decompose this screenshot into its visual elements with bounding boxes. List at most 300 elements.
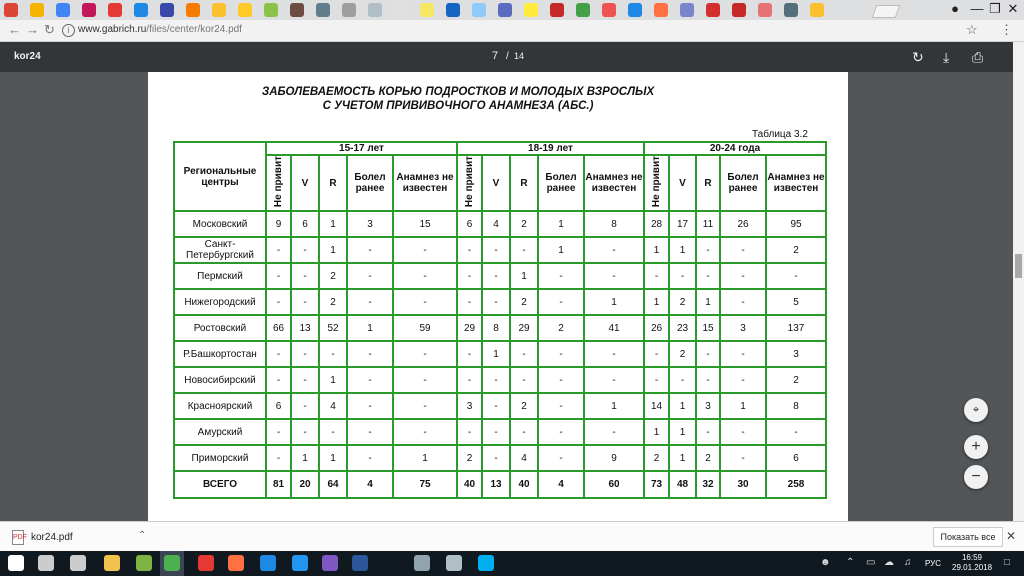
value-cell: - [347, 289, 393, 315]
title-line-2: С УЧЕТОМ ПРИВИВОЧНОГО АНАМНЕЗА (АБС.) [322, 100, 594, 112]
sub-header-text: Анамнез не известен [767, 172, 825, 195]
value-cell: - [393, 289, 457, 315]
value-cell: - [291, 289, 319, 315]
value-cell: 8 [482, 315, 510, 341]
value-cell: 3 [457, 393, 482, 419]
value-cell: - [266, 237, 291, 263]
value-cell: - [291, 263, 319, 289]
table-row [174, 341, 826, 367]
sub-header [319, 155, 347, 211]
total-cell: 64 [319, 471, 347, 498]
value-cell: - [720, 445, 766, 471]
show-all-button[interactable]: Показать все [933, 527, 1003, 547]
page-number-input[interactable]: 7 [492, 50, 499, 62]
value-cell: 1 [319, 211, 347, 237]
value-cell: - [393, 367, 457, 393]
value-cell: 59 [393, 315, 457, 341]
tab-favicon[interactable] [628, 3, 642, 17]
value-cell: - [538, 367, 584, 393]
minimize-button[interactable]: — [970, 1, 984, 16]
total-cell: 4 [538, 471, 584, 498]
total-cell: 30 [720, 471, 766, 498]
value-cell: - [319, 419, 347, 445]
tab-favicon[interactable] [30, 3, 44, 17]
value-cell: 6 [457, 211, 482, 237]
maximize-button[interactable]: ❐ [989, 1, 1001, 16]
value-cell: 4 [482, 211, 510, 237]
taskbar [0, 551, 1024, 576]
value-cell: - [720, 419, 766, 445]
tab-favicon[interactable] [238, 3, 252, 17]
sub-header-text: Анамнез не известен [396, 172, 454, 195]
value-cell: - [266, 367, 291, 393]
total-cell: 258 [766, 471, 826, 498]
value-cell: - [457, 367, 482, 393]
rotate-icon[interactable]: ↻ [912, 49, 924, 65]
title-line-1: ЗАБОЛЕВАЕМОСТЬ КОРЬЮ ПОДРОСТКОВ И МОЛОДЫХ ВЗРОСЛЫХ [261, 86, 655, 98]
edge-icon[interactable] [292, 555, 308, 571]
value-cell: - [457, 263, 482, 289]
chevron-up-icon[interactable]: ⌃ [846, 557, 855, 568]
value-cell: 2 [669, 289, 696, 315]
sub-header-text: Болел ранее [354, 172, 386, 195]
app-icon[interactable] [446, 555, 462, 571]
sub-header [510, 155, 538, 211]
firefox-icon[interactable] [228, 555, 244, 571]
value-cell: - [319, 341, 347, 367]
download-icon[interactable]: ⤓ [943, 49, 950, 65]
value-cell: 1 [720, 393, 766, 419]
network-icon[interactable]: ☁ [884, 557, 894, 568]
tab-favicon[interactable] [82, 3, 96, 17]
tab-favicon[interactable] [368, 3, 382, 17]
sub-header-text: R [329, 177, 337, 189]
tab-favicon[interactable] [680, 3, 694, 17]
value-cell: 6 [291, 211, 319, 237]
measles-table [173, 141, 827, 499]
sub-header [766, 155, 826, 211]
value-cell: 2 [538, 315, 584, 341]
value-cell: - [457, 341, 482, 367]
value-cell: - [347, 341, 393, 367]
total-cell: 32 [696, 471, 720, 498]
value-cell: 1 [482, 341, 510, 367]
close-window-button[interactable]: ✕ [1007, 1, 1019, 16]
value-cell: 15 [393, 211, 457, 237]
close-icon[interactable]: ✕ [1006, 529, 1017, 543]
value-cell: 52 [319, 315, 347, 341]
value-cell: 1 [347, 315, 393, 341]
value-cell: 28 [644, 211, 669, 237]
chevron-up-icon[interactable]: ⌃ [138, 530, 147, 541]
edge-icon[interactable] [260, 555, 276, 571]
bookmark-star-icon[interactable]: ☆ [966, 22, 978, 37]
value-cell: - [347, 419, 393, 445]
tab-favicon[interactable] [758, 3, 772, 17]
search-icon[interactable] [38, 555, 54, 571]
file-explorer-icon[interactable] [104, 555, 120, 571]
tab-favicon[interactable] [4, 3, 18, 17]
sub-header-text: R [520, 177, 528, 189]
value-cell: - [457, 237, 482, 263]
new-tab-button[interactable] [872, 5, 901, 18]
sub-header [644, 155, 669, 211]
value-cell: 3 [696, 393, 720, 419]
tab-favicon[interactable] [264, 3, 278, 17]
menu-icon[interactable]: ⋮ [1000, 22, 1013, 37]
value-cell: - [510, 419, 538, 445]
forward-icon[interactable]: → [26, 22, 39, 37]
value-cell: - [644, 263, 669, 289]
viber-icon[interactable] [322, 555, 338, 571]
value-cell: - [538, 263, 584, 289]
tab-favicon[interactable] [472, 3, 486, 17]
sub-header-text: R [704, 177, 712, 189]
value-cell: 29 [510, 315, 538, 341]
page-total: 14 [514, 51, 525, 61]
value-cell: 9 [584, 445, 644, 471]
address-bar [0, 20, 1024, 42]
tab-favicon[interactable] [394, 3, 408, 17]
value-cell: - [538, 445, 584, 471]
table-row [174, 367, 826, 393]
table-number: Таблица 3.2 [752, 129, 808, 140]
value-cell: - [482, 289, 510, 315]
value-cell: 6 [266, 393, 291, 419]
value-cell: 8 [766, 393, 826, 419]
region-cell: Р.Башкортостан [174, 341, 266, 367]
tab-favicon[interactable] [550, 3, 564, 17]
word-icon[interactable] [352, 555, 368, 571]
group-header-15-17: 15-17 лет [266, 142, 457, 155]
value-cell: 2 [319, 289, 347, 315]
sub-header-text: V [679, 177, 686, 189]
value-cell: - [584, 419, 644, 445]
pdf-viewer[interactable] [0, 72, 1013, 521]
group-header-20-24: 20-24 года [644, 142, 826, 155]
sub-header [347, 155, 393, 211]
value-cell: - [669, 263, 696, 289]
value-cell: - [393, 419, 457, 445]
tab-favicon[interactable] [212, 3, 226, 17]
value-cell: 1 [584, 393, 644, 419]
value-cell: 4 [510, 445, 538, 471]
value-cell: - [644, 341, 669, 367]
value-cell: - [291, 237, 319, 263]
value-cell: - [457, 419, 482, 445]
sub-header-text: Анамнез не известен [585, 172, 643, 195]
region-cell: Амурский [174, 419, 266, 445]
value-cell: - [584, 263, 644, 289]
tab-strip [0, 0, 1024, 20]
value-cell: - [291, 419, 319, 445]
fit-page-button[interactable]: ⌖ [964, 398, 988, 422]
value-cell: - [696, 237, 720, 263]
value-cell: - [482, 237, 510, 263]
value-cell: - [482, 367, 510, 393]
value-cell: - [347, 237, 393, 263]
value-cell: - [482, 263, 510, 289]
tab-favicon[interactable] [654, 3, 668, 17]
sub-header [669, 155, 696, 211]
pdf-file-icon: PDF [12, 530, 24, 545]
value-cell: 66 [266, 315, 291, 341]
value-cell: 6 [766, 445, 826, 471]
tab-favicon[interactable] [498, 3, 512, 17]
value-cell: 3 [720, 315, 766, 341]
downloads-bar [0, 521, 1024, 552]
value-cell: 2 [510, 393, 538, 419]
value-cell: 1 [644, 419, 669, 445]
info-icon[interactable]: i [62, 24, 75, 37]
region-header: Региональные центры [174, 142, 266, 211]
value-cell: 15 [696, 315, 720, 341]
tab-favicon[interactable] [784, 3, 798, 17]
table-row [174, 393, 826, 419]
language-indicator[interactable]: РУС [925, 559, 942, 568]
value-cell: 2 [669, 341, 696, 367]
total-cell: 60 [584, 471, 644, 498]
value-cell: 2 [766, 367, 826, 393]
value-cell: 1 [538, 237, 584, 263]
value-cell: 11 [696, 211, 720, 237]
value-cell: 1 [669, 445, 696, 471]
skype-icon[interactable] [478, 555, 494, 571]
value-cell: - [766, 419, 826, 445]
print-icon[interactable]: ⎙ [972, 49, 984, 65]
tab-favicon[interactable] [160, 3, 174, 17]
value-cell: - [720, 367, 766, 393]
user-icon[interactable]: ● [951, 1, 959, 16]
value-cell: - [696, 263, 720, 289]
sub-header-text: V [301, 177, 309, 189]
sub-header [457, 155, 482, 211]
tab-favicon[interactable] [108, 3, 122, 17]
value-cell: 2 [457, 445, 482, 471]
value-cell: 41 [584, 315, 644, 341]
value-cell: 8 [584, 211, 644, 237]
value-cell: 17 [669, 211, 696, 237]
value-cell: 3 [766, 341, 826, 367]
value-cell: - [644, 367, 669, 393]
value-cell: 23 [669, 315, 696, 341]
value-cell: 1 [644, 289, 669, 315]
total-label: ВСЕГО [174, 471, 266, 498]
value-cell: - [482, 445, 510, 471]
sub-header [393, 155, 457, 211]
clock-date: 29.01.2018 [952, 563, 993, 572]
value-cell: 4 [319, 393, 347, 419]
tab-favicon[interactable] [524, 3, 538, 17]
value-cell: - [696, 367, 720, 393]
region-cell: Приморский [174, 445, 266, 471]
value-cell: 29 [457, 315, 482, 341]
sub-header-text: Болел ранее [545, 172, 577, 195]
value-cell: 3 [347, 211, 393, 237]
value-cell: - [669, 367, 696, 393]
page-separator: / [506, 51, 509, 62]
total-cell: 81 [266, 471, 291, 498]
zoom-in-button[interactable]: + [964, 435, 988, 459]
sub-header [696, 155, 720, 211]
sub-header-text: Не привит [464, 156, 475, 208]
value-cell: - [720, 289, 766, 315]
value-cell: - [347, 263, 393, 289]
clock-time: 16:59 [961, 553, 983, 562]
tab-favicon[interactable] [290, 3, 304, 17]
value-cell: - [393, 341, 457, 367]
value-cell: - [482, 393, 510, 419]
scroll-thumb[interactable] [1015, 254, 1022, 278]
value-cell: - [393, 393, 457, 419]
zoom-out-button[interactable]: − [964, 465, 988, 489]
table-row [174, 289, 826, 315]
value-cell: 1 [319, 237, 347, 263]
pdf-file-title: kor24 [14, 51, 41, 62]
value-cell: 1 [319, 367, 347, 393]
total-cell: 40 [510, 471, 538, 498]
sub-header-text: Не привит [273, 156, 284, 208]
region-cell: Новосибирский [174, 367, 266, 393]
value-cell: - [538, 393, 584, 419]
url-field[interactable]: www.gabrich.ru/files/center/kor24.pdf [78, 24, 242, 35]
region-cell: Нижегородский [174, 289, 266, 315]
value-cell: 1 [510, 263, 538, 289]
total-cell: 4 [347, 471, 393, 498]
total-cell: 73 [644, 471, 669, 498]
tab-favicon[interactable] [732, 3, 746, 17]
value-cell: - [291, 341, 319, 367]
sub-header [266, 155, 291, 211]
total-row [174, 471, 826, 498]
value-cell: - [266, 341, 291, 367]
tab-favicon[interactable] [186, 3, 200, 17]
download-item[interactable]: kor24.pdf [31, 532, 73, 543]
value-cell: 95 [766, 211, 826, 237]
value-cell: - [510, 367, 538, 393]
value-cell: 1 [319, 445, 347, 471]
total-cell: 48 [669, 471, 696, 498]
app-icon[interactable] [136, 555, 152, 571]
value-cell: - [510, 341, 538, 367]
value-cell: 2 [510, 211, 538, 237]
clock[interactable] [952, 553, 992, 573]
value-cell: 1 [644, 237, 669, 263]
value-cell: - [766, 263, 826, 289]
value-cell: - [696, 341, 720, 367]
value-cell: 2 [696, 445, 720, 471]
value-cell: - [510, 237, 538, 263]
tab-favicon[interactable] [134, 3, 148, 17]
opera-icon[interactable] [198, 555, 214, 571]
value-cell: 2 [766, 237, 826, 263]
region-cell: Ростовский [174, 315, 266, 341]
windows-icon[interactable] [8, 555, 24, 571]
total-cell: 13 [482, 471, 510, 498]
pdf-toolbar [0, 42, 1024, 72]
person-icon[interactable]: ☻ [820, 557, 831, 568]
value-cell: 2 [510, 289, 538, 315]
pdf-page [148, 72, 848, 521]
value-cell: - [347, 393, 393, 419]
total-cell: 75 [393, 471, 457, 498]
value-cell: 26 [644, 315, 669, 341]
value-cell: - [538, 289, 584, 315]
sub-header [482, 155, 510, 211]
value-cell: 14 [644, 393, 669, 419]
value-cell: - [266, 263, 291, 289]
value-cell: 2 [319, 263, 347, 289]
value-cell: - [291, 393, 319, 419]
notifications-icon[interactable]: □ [1004, 557, 1011, 568]
value-cell: - [291, 367, 319, 393]
value-cell: - [457, 289, 482, 315]
tab-favicon[interactable] [56, 3, 70, 17]
calculator-icon[interactable] [414, 555, 430, 571]
sub-header [538, 155, 584, 211]
value-cell: 13 [291, 315, 319, 341]
value-cell: - [393, 263, 457, 289]
value-cell: - [393, 237, 457, 263]
tab-favicon[interactable] [706, 3, 720, 17]
document-title [148, 85, 768, 113]
task-view-icon[interactable] [70, 555, 86, 571]
sub-header-text: V [492, 177, 500, 189]
value-cell: - [720, 341, 766, 367]
sub-header-text: Болел ранее [727, 172, 759, 195]
value-cell: 1 [393, 445, 457, 471]
value-cell: - [347, 445, 393, 471]
chrome-icon[interactable] [164, 555, 180, 571]
value-cell: - [584, 341, 644, 367]
scrollbar[interactable] [1013, 42, 1024, 521]
volume-icon[interactable]: ♫ [904, 557, 912, 568]
value-cell: - [266, 445, 291, 471]
table-row [174, 237, 826, 263]
tab-favicon[interactable] [602, 3, 616, 17]
region-cell: Московский [174, 211, 266, 237]
tab-favicon[interactable] [316, 3, 330, 17]
table-row [174, 445, 826, 471]
value-cell: - [584, 367, 644, 393]
tab-favicon[interactable] [576, 3, 590, 17]
battery-icon[interactable]: ▭ [866, 557, 876, 568]
value-cell: - [696, 419, 720, 445]
value-cell: - [720, 237, 766, 263]
back-icon[interactable]: ← [8, 22, 21, 37]
value-cell: 1 [291, 445, 319, 471]
tab-favicon[interactable] [810, 3, 824, 17]
table-row [174, 211, 826, 237]
region-cell: Красноярский [174, 393, 266, 419]
total-cell: 40 [457, 471, 482, 498]
value-cell: 1 [538, 211, 584, 237]
tab-favicon[interactable] [420, 3, 434, 17]
value-cell: - [347, 367, 393, 393]
total-cell: 20 [291, 471, 319, 498]
tab-favicon[interactable] [446, 3, 460, 17]
value-cell: 137 [766, 315, 826, 341]
value-cell: 1 [584, 289, 644, 315]
table-row [174, 315, 826, 341]
tab-favicon[interactable] [342, 3, 356, 17]
value-cell: 1 [669, 393, 696, 419]
value-cell: 26 [720, 211, 766, 237]
region-cell: Санкт-Петербургский [174, 237, 266, 263]
reload-icon[interactable]: ↻ [44, 22, 55, 37]
value-cell: - [538, 419, 584, 445]
sub-header [584, 155, 644, 211]
